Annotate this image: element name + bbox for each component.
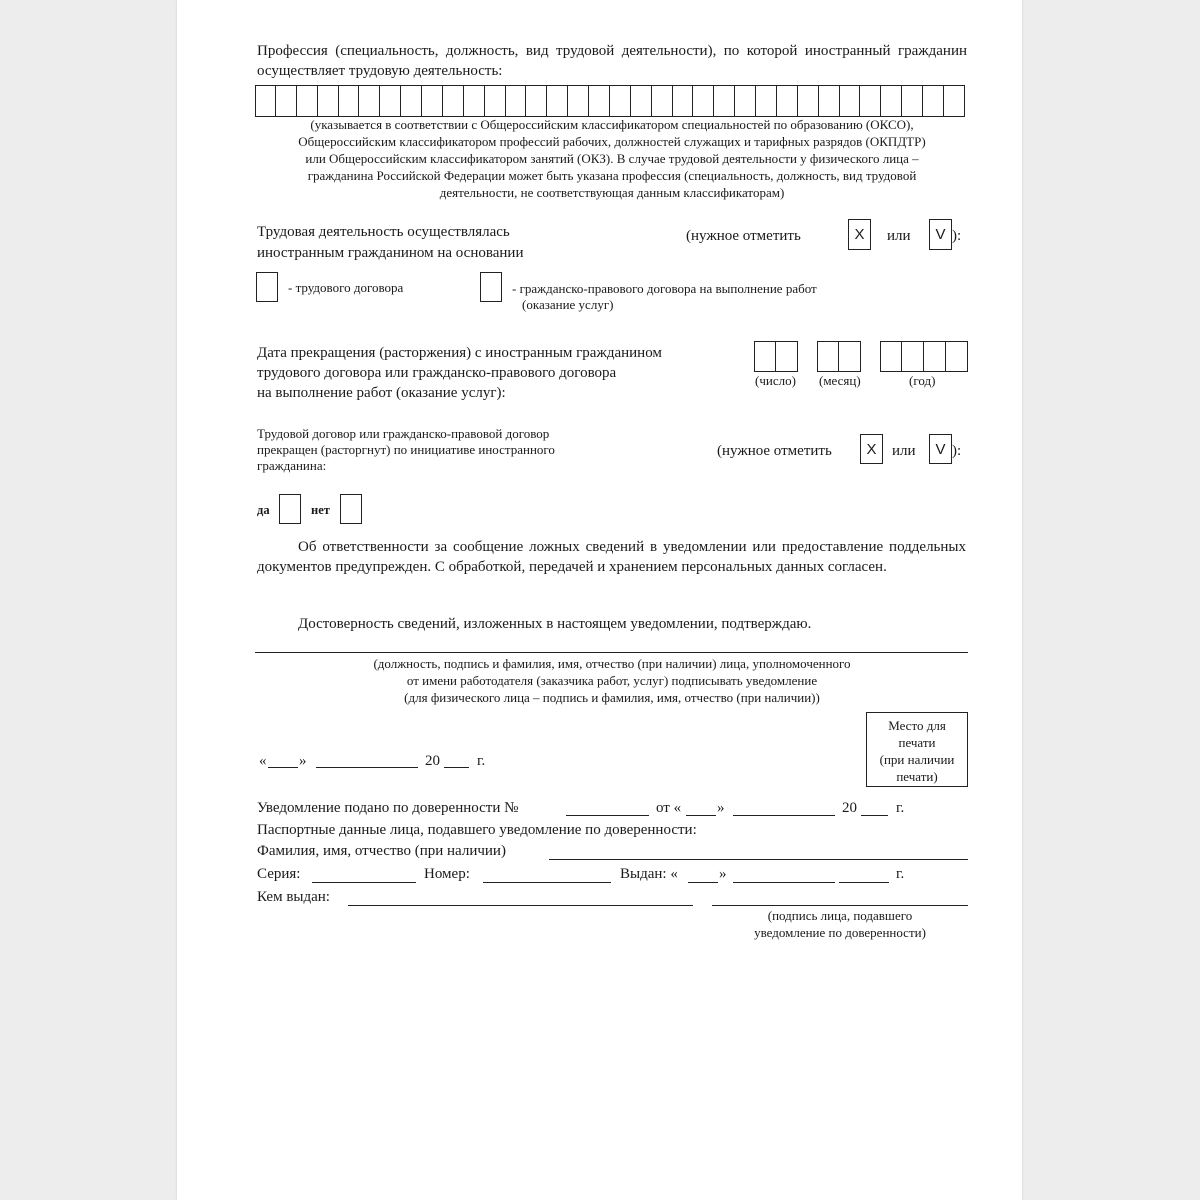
proxy-number-line[interactable] bbox=[566, 815, 649, 816]
issued-by-line[interactable] bbox=[348, 905, 693, 906]
termination-label-2: трудового договора или гражданско-правового договора bbox=[257, 365, 617, 381]
profession-char-cell[interactable] bbox=[297, 85, 318, 117]
confirm-statement: Достоверность сведений, изложенных в настоящем уведомлении, подтверждаю. bbox=[298, 616, 812, 632]
profession-char-cell[interactable] bbox=[756, 85, 777, 117]
profession-char-cell[interactable] bbox=[276, 85, 297, 117]
profession-note-line: (указывается в соответствии с Общероссийским классификатором специальностей по образованию (ОКСО), bbox=[310, 117, 914, 132]
labor-contract-checkbox[interactable] bbox=[256, 272, 278, 302]
stamp-caption-line: Место для bbox=[888, 718, 946, 733]
profession-note-line: Общероссийским классификатором профессий рабочих, должностей служащих и тарифных разрядов (ОКПДТР) bbox=[298, 134, 926, 149]
profession-char-cell[interactable] bbox=[610, 85, 631, 117]
profession-char-cell[interactable] bbox=[318, 85, 339, 117]
profession-char-cell[interactable] bbox=[840, 85, 861, 117]
termination-label-1: Дата прекращения (расторжения) с иностранным гражданином bbox=[257, 345, 662, 361]
stamp-place-box bbox=[866, 712, 968, 787]
year-caption: (год) bbox=[909, 373, 936, 388]
termination-day-cells[interactable] bbox=[754, 341, 798, 372]
proxy-signature-caption-line: уведомление по доверенности) bbox=[754, 925, 926, 940]
profession-char-cell[interactable] bbox=[923, 85, 944, 117]
number-label: Номер: bbox=[424, 866, 470, 882]
profession-char-cell[interactable] bbox=[422, 85, 443, 117]
profession-char-cell[interactable] bbox=[401, 85, 422, 117]
proxy-year-line[interactable] bbox=[861, 815, 888, 816]
mark-suffix: ): bbox=[952, 443, 962, 459]
date-close-quote: » bbox=[299, 753, 307, 769]
signature-line[interactable] bbox=[255, 652, 968, 653]
issued-label: Выдан: « bbox=[620, 866, 678, 882]
profession-char-cell[interactable] bbox=[881, 85, 902, 117]
yes-checkbox[interactable] bbox=[279, 494, 301, 524]
profession-char-cell[interactable] bbox=[693, 85, 714, 117]
issued-by-label: Кем выдан: bbox=[257, 889, 330, 905]
profession-char-cell[interactable] bbox=[359, 85, 380, 117]
profession-char-cell[interactable] bbox=[568, 85, 589, 117]
series-line[interactable] bbox=[312, 882, 416, 883]
profession-char-cell[interactable] bbox=[735, 85, 756, 117]
date-open-quote: « bbox=[259, 753, 267, 769]
day-caption: (число) bbox=[755, 373, 796, 388]
digit-cell[interactable] bbox=[839, 341, 861, 372]
civil-contract-label-2: (оказание услуг) bbox=[522, 297, 614, 312]
profession-char-cell[interactable] bbox=[944, 85, 965, 117]
profession-cells[interactable] bbox=[255, 85, 965, 117]
profession-char-cell[interactable] bbox=[506, 85, 527, 117]
profession-char-cell[interactable] bbox=[673, 85, 694, 117]
initiative-label-2: прекращен (расторгнут) по инициативе иностранного bbox=[257, 442, 555, 457]
profession-note-line: деятельности, не соответствующая данным классификаторам) bbox=[439, 185, 785, 200]
digit-cell[interactable] bbox=[817, 341, 839, 372]
proxy-month-line[interactable] bbox=[733, 815, 835, 816]
stamp-caption-line: печати bbox=[898, 735, 936, 750]
basis-mark-instruction: (нужное отметить bbox=[686, 228, 801, 244]
proxy-signature-caption-line: (подпись лица, подавшего bbox=[767, 908, 913, 923]
no-label: нет bbox=[311, 503, 330, 517]
signature-caption bbox=[257, 655, 967, 706]
profession-note-line: или Общероссийским классификатором занятий (ОКЗ). В случае трудовой деятельности у физического лица – bbox=[305, 151, 919, 166]
digit-cell[interactable] bbox=[776, 341, 798, 372]
x-mark-sample: X bbox=[860, 434, 883, 464]
profession-char-cell[interactable] bbox=[798, 85, 819, 117]
signature-caption-line: (должность, подпись и фамилия, имя, отчество (при наличии) лица, уполномоченного bbox=[373, 656, 851, 671]
v-mark-sample: V bbox=[929, 434, 952, 464]
profession-label: Профессия (специальность, должность, вид трудовой деятельности), по которой иностранный гражданин осуществляет трудовую деятельность: bbox=[257, 43, 967, 79]
digit-cell[interactable] bbox=[754, 341, 776, 372]
mark-suffix: ): bbox=[952, 228, 962, 244]
issued-year-suffix: г. bbox=[896, 866, 905, 882]
termination-year-cells[interactable] bbox=[880, 341, 968, 372]
date-year-suffix: г. bbox=[477, 753, 486, 769]
profession-note-line: гражданина Российской Федерации может быть указана профессия (специальность, должность, вид трудовой bbox=[307, 168, 917, 183]
stamp-caption-line: (при наличии bbox=[879, 752, 955, 767]
document-page bbox=[177, 0, 1022, 1200]
profession-char-cell[interactable] bbox=[819, 85, 840, 117]
issued-year-line[interactable] bbox=[839, 882, 889, 883]
yes-label: да bbox=[257, 503, 270, 517]
proxy-signature-caption bbox=[712, 907, 968, 941]
digit-cell[interactable] bbox=[880, 341, 902, 372]
issued-close-quote: » bbox=[719, 866, 727, 882]
proxy-label: Уведомление подано по доверенности № bbox=[257, 800, 519, 816]
proxy-year-suffix: г. bbox=[896, 800, 905, 816]
profession-note bbox=[257, 116, 967, 201]
initiative-mark-instruction: (нужное отметить bbox=[717, 443, 832, 459]
responsibility-paragraph: Об ответственности за сообщение ложных сведений в уведомлении или предоставление поддельных документов предупрежден. С обработкой, передачей и хранением персональных данных согласен. bbox=[257, 539, 966, 575]
or-label: или bbox=[892, 443, 916, 459]
civil-contract-checkbox[interactable] bbox=[480, 272, 502, 302]
signature-caption-line: от имени работодателя (заказчика работ, услуг) подписывать уведомление bbox=[406, 673, 818, 688]
or-label: или bbox=[887, 228, 911, 244]
date-year-line[interactable] bbox=[444, 767, 469, 768]
date-month-line[interactable] bbox=[316, 767, 418, 768]
issued-month-line[interactable] bbox=[733, 882, 835, 883]
date-year-prefix: 20 bbox=[425, 753, 440, 769]
profession-char-cell[interactable] bbox=[443, 85, 464, 117]
digit-cell[interactable] bbox=[924, 341, 946, 372]
v-mark-sample: V bbox=[929, 219, 952, 250]
profession-char-cell[interactable] bbox=[714, 85, 735, 117]
profession-char-cell[interactable] bbox=[526, 85, 547, 117]
profession-char-cell[interactable] bbox=[860, 85, 881, 117]
profession-char-cell[interactable] bbox=[547, 85, 568, 117]
basis-label-1: Трудовая деятельность осуществлялась bbox=[257, 224, 510, 240]
fio-line[interactable] bbox=[549, 859, 968, 860]
stamp-caption-line: печати) bbox=[896, 769, 938, 784]
proxy-close-quote: » bbox=[717, 800, 725, 816]
issued-day-line[interactable] bbox=[688, 882, 718, 883]
passport-label: Паспортные данные лица, подавшего уведомление по доверенности: bbox=[257, 822, 697, 838]
initiative-label-3: гражданина: bbox=[257, 458, 327, 473]
digit-cell[interactable] bbox=[902, 341, 924, 372]
termination-month-cells[interactable] bbox=[817, 341, 861, 372]
proxy-from-label: от « bbox=[656, 800, 682, 816]
labor-contract-label: - трудового договора bbox=[288, 280, 404, 295]
profession-char-cell[interactable] bbox=[902, 85, 923, 117]
initiative-label-1: Трудовой договор или гражданско-правовой договор bbox=[257, 426, 550, 441]
profession-char-cell[interactable] bbox=[380, 85, 401, 117]
x-mark-sample: X bbox=[848, 219, 871, 250]
civil-contract-label-1: - гражданско-правового договора на выполнение работ bbox=[512, 281, 817, 296]
termination-label-3: на выполнение работ (оказание услуг): bbox=[257, 385, 506, 401]
profession-char-cell[interactable] bbox=[589, 85, 610, 117]
proxy-signature-line[interactable] bbox=[712, 905, 968, 906]
profession-char-cell[interactable] bbox=[631, 85, 652, 117]
no-checkbox[interactable] bbox=[340, 494, 362, 524]
profession-char-cell[interactable] bbox=[652, 85, 673, 117]
proxy-day-line[interactable] bbox=[686, 815, 716, 816]
digit-cell[interactable] bbox=[946, 341, 968, 372]
date-day-line[interactable] bbox=[268, 767, 298, 768]
profession-char-cell[interactable] bbox=[485, 85, 506, 117]
fio-label: Фамилия, имя, отчество (при наличии) bbox=[257, 843, 506, 859]
month-caption: (месяц) bbox=[819, 373, 861, 388]
profession-char-cell[interactable] bbox=[777, 85, 798, 117]
series-label: Серия: bbox=[257, 866, 301, 882]
number-line[interactable] bbox=[483, 882, 611, 883]
profession-char-cell[interactable] bbox=[464, 85, 485, 117]
proxy-year-prefix: 20 bbox=[842, 800, 857, 816]
profession-char-cell[interactable] bbox=[339, 85, 360, 117]
profession-char-cell[interactable] bbox=[255, 85, 276, 117]
signature-caption-line: (для физического лица – подпись и фамилия, имя, отчество (при наличии)) bbox=[404, 690, 820, 705]
basis-label-2: иностранным гражданином на основании bbox=[257, 245, 524, 261]
